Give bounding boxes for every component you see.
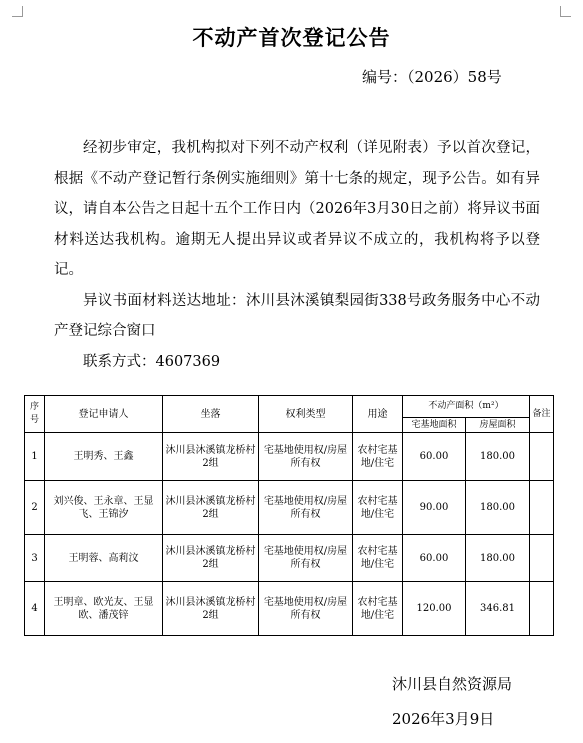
cell-remark <box>530 535 554 582</box>
issue-date: 2026年3月9日 <box>392 710 495 728</box>
header-use: 用途 <box>353 396 403 433</box>
cell-land-area: 60.00 <box>403 535 466 582</box>
cell-applicant: 刘兴俊、王永章、王显飞、王锦汐 <box>45 481 163 535</box>
cell-remark <box>530 481 554 535</box>
cell-use: 农村宅基地/住宅 <box>353 535 403 582</box>
header-area-group: 不动产面积（m²） <box>403 396 530 418</box>
cell-applicant: 王明秀、王鑫 <box>45 433 163 481</box>
cell-use: 农村宅基地/住宅 <box>353 481 403 535</box>
cell-seq: 4 <box>25 582 45 636</box>
cell-remark <box>530 582 554 636</box>
header-location: 坐落 <box>163 396 259 433</box>
cell-house-area: 180.00 <box>466 433 530 481</box>
table-row <box>25 433 554 481</box>
cell-right-type: 宅基地使用权/房屋所有权 <box>259 433 353 481</box>
header-applicant: 登记申请人 <box>45 396 163 433</box>
cell-right-type: 宅基地使用权/房屋所有权 <box>259 481 353 535</box>
cell-house-area: 180.00 <box>466 481 530 535</box>
document-number: 编号：（2026）58号 <box>362 68 502 86</box>
cell-seq: 1 <box>25 433 45 481</box>
table-row <box>25 481 554 535</box>
header-land-area: 宅基地面积 <box>403 418 466 433</box>
cell-seq: 2 <box>25 481 45 535</box>
cell-use: 农村宅基地/住宅 <box>353 433 403 481</box>
cell-location: 沐川县沐溪镇龙桥村2组 <box>163 481 259 535</box>
cell-location: 沐川县沐溪镇龙桥村2组 <box>163 535 259 582</box>
notice-paragraph-1: 经初步审定，我机构拟对下列不动产权利（详见附表）予以首次登记，根据《不动产登记暂行条例实施细则》第十七条的规定，现予公告。如有异议，请自本公告之日起十五个工作日内（2026年3月30日之前）将异议书面材料送达我机构。逾期无人提出异议或者异议不成立的，我机构将予以登记。 <box>54 140 540 278</box>
crop-mark-top-right <box>560 6 571 17</box>
cell-remark <box>530 433 554 481</box>
issuing-organization: 沐川县自然资源局 <box>392 675 513 693</box>
notice-paragraph-2: 异议书面材料送达地址：沐川县沐溪镇梨园街338号政务服务中心不动产登记综合窗口 <box>54 292 540 339</box>
property-table <box>24 395 554 636</box>
cell-land-area: 90.00 <box>403 481 466 535</box>
notice-paragraph-3: 联系方式：4607369 <box>83 353 221 370</box>
table-row <box>25 582 554 636</box>
cell-land-area: 60.00 <box>403 433 466 481</box>
cell-use: 农村宅基地/住宅 <box>353 582 403 636</box>
cell-applicant: 王明章、欧光友、王显欧、潘茂锌 <box>45 582 163 636</box>
cell-house-area: 346.81 <box>466 582 530 636</box>
header-house-area: 房屋面积 <box>466 418 530 433</box>
cell-land-area: 120.00 <box>403 582 466 636</box>
header-remark: 备注 <box>530 396 554 433</box>
table-row <box>25 535 554 582</box>
header-right-type: 权利类型 <box>259 396 353 433</box>
header-seq: 序号 <box>25 396 45 433</box>
crop-mark-top-left <box>12 6 23 17</box>
cell-right-type: 宅基地使用权/房屋所有权 <box>259 535 353 582</box>
notice-body <box>54 133 540 377</box>
cell-location: 沐川县沐溪镇龙桥村2组 <box>163 433 259 481</box>
cell-applicant: 王明蓉、高莉汶 <box>45 535 163 582</box>
cell-right-type: 宅基地使用权/房屋所有权 <box>259 582 353 636</box>
cell-location: 沐川县沐溪镇龙桥村2组 <box>163 582 259 636</box>
cell-house-area: 180.00 <box>466 535 530 582</box>
page-title: 不动产首次登记公告 <box>192 25 391 50</box>
cell-seq: 3 <box>25 535 45 582</box>
